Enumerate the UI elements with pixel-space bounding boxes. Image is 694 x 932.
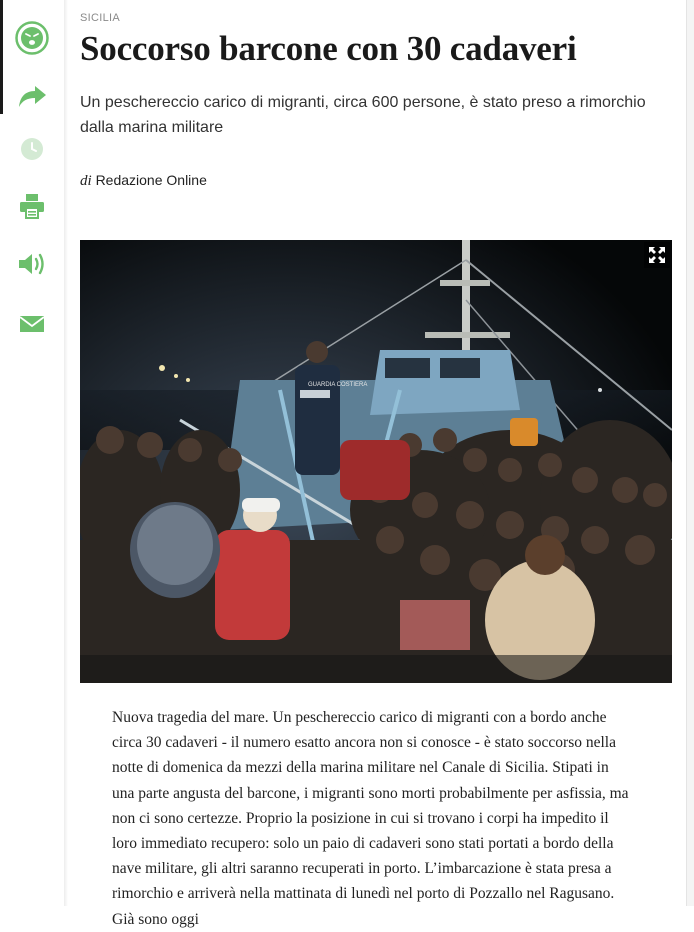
byline-author[interactable]: Redazione Online (95, 172, 207, 188)
email-icon[interactable] (14, 306, 50, 342)
share-sidebar (0, 0, 64, 906)
listen-icon[interactable] (14, 246, 50, 282)
share-icon[interactable] (14, 78, 50, 114)
article-subtitle: Un peschereccio carico di migranti, circa 600 persone, è stato preso a rimorchio dalla marina militare (80, 94, 646, 136)
byline (80, 172, 207, 190)
page-edge (686, 0, 694, 906)
photo-scene (80, 240, 672, 683)
print-icon[interactable] (14, 188, 50, 224)
read-later-icon[interactable] (14, 131, 50, 167)
article-photo[interactable] (80, 240, 672, 683)
sidebar-shadow (64, 0, 68, 906)
section-label[interactable]: SICILIA (80, 12, 121, 24)
article-title: Soccorso barcone con 30 cadaveri (80, 29, 577, 68)
reaction-icon[interactable] (14, 20, 50, 56)
byline-prefix: di (80, 173, 92, 189)
article-body: Nuova tragedia del mare. Un peschereccio carico di migranti con a bordo anche circa 30 cadaveri - il numero esatto ancora non si conosce - è stato soccorso nella notte di domenica da mezzi della marina militare nel Canale di Sicilia. Stipati in una parte angusta del barcone, i migranti sono morti probabilmente per asfissia, ma non ci sono certezze. Proprio la posizione in cui si trovano i corpi ha impedito il loro immediato recupero: solo un paio di cadaveri sono stati portati a bordo della nave militare, gli altri saranno recuperati in porto. L’imbarcazione è stata presa a rimorchio e arriverà nella mattinata di lunedì nel porto di Pozzallo nel Ragusano. Già sono oggi (112, 709, 629, 928)
expand-icon[interactable] (644, 242, 670, 268)
active-indicator (0, 0, 3, 114)
photo-badge-text: GUARDIA COSTIERA (308, 382, 368, 388)
